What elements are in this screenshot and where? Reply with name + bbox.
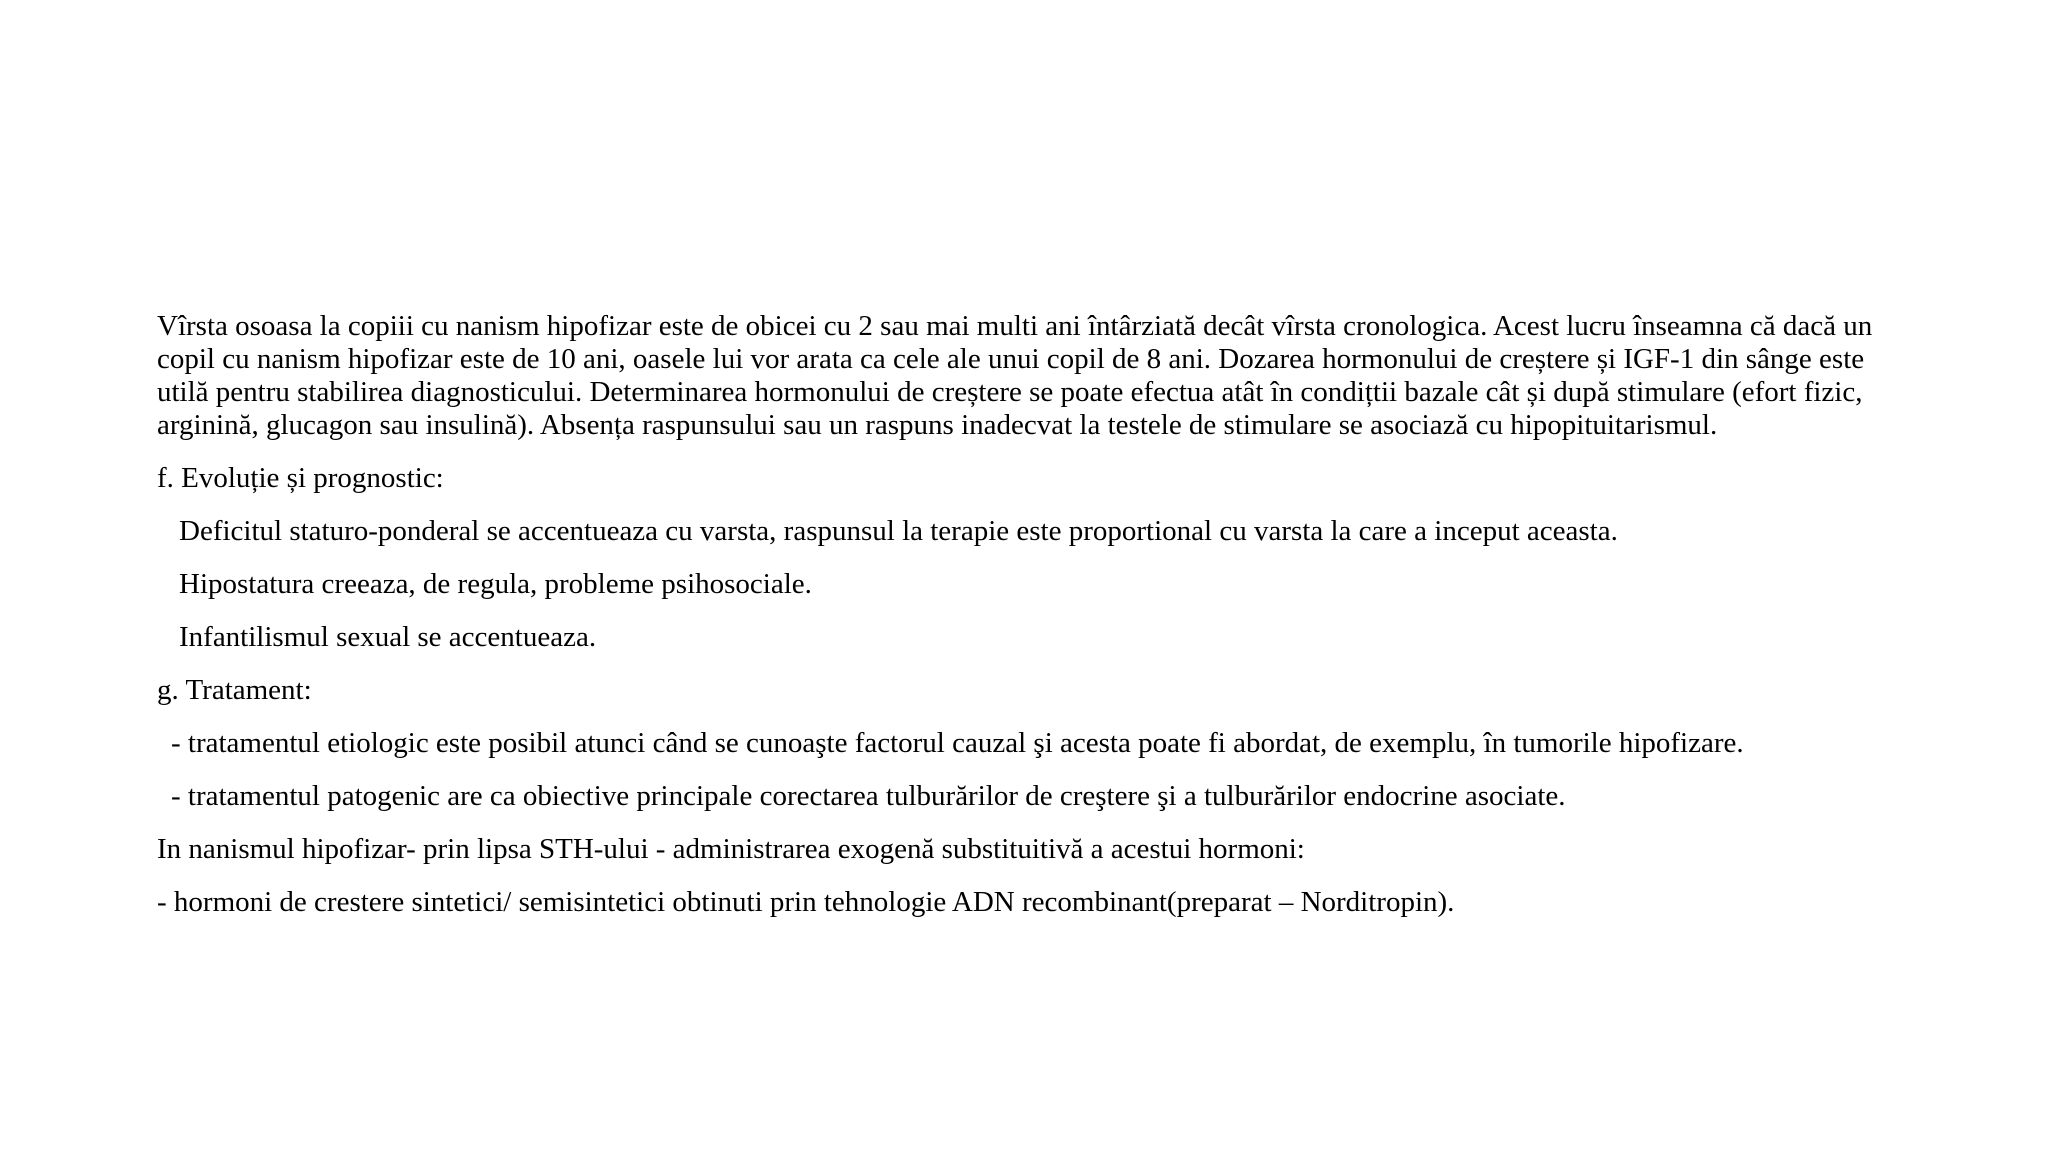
nanism-treatment-line: In nanismul hipofizar- prin lipsa STH-ului - administrarea exogenă substituitivă a acestui hormoni: [157,833,1305,865]
slide-body [157,310,1917,919]
intro-paragraph: Vîrsta osoasa la copiii cu nanism hipofizar este de obicei cu 2 sau mai multi ani întârziată decât vîrsta cronologica. Acest lucru înseamna că dacă un copil cu nanism hipofizar este de 10 ani, oasele lui vor arata ca cele ale unui copil de 8 ani. Dozarea hormonului de creștere și IGF-1 din sânge este utilă pentru stabilirea diagnosticului. Determinarea hormonului de creștere se poate efectua atât în condițtii bazale cât și după stimulare (efort fizic, arginină, glucagon sau insulină). Absența raspunsului sau un raspuns inadecvat la testele de stimulare se asociază cu hipopituitarismul. [157,310,1873,441]
section-g-heading: g. Tratament: [157,674,312,706]
section-f-item: Infantilismul sexual se accentueaza. [179,621,597,653]
section-g-item: - tratamentul etiologic este posibil atunci când se cunoaşte factorul cauzal şi acesta poate fi abordat, de exemplu, în tumorile hipofizare. [171,727,1744,759]
section-f-heading: f. Evoluție și prognostic: [157,462,444,494]
section-f-item: Hipostatura creeaza, de regula, probleme psihosociale. [179,568,812,600]
section-g-item: - tratamentul patogenic are ca obiective principale corectarea tulburărilor de creştere şi a tulburărilor endocrine asociate. [171,780,1566,812]
hormone-line: - hormoni de crestere sintetici/ semisintetici obtinuti prin tehnologie ADN recombinant(preparat – Norditropin). [157,886,1455,918]
section-f-item: Deficitul staturo-ponderal se accentueaza cu varsta, raspunsul la terapie este proportional cu varsta la care a inceput aceasta. [179,515,1618,547]
